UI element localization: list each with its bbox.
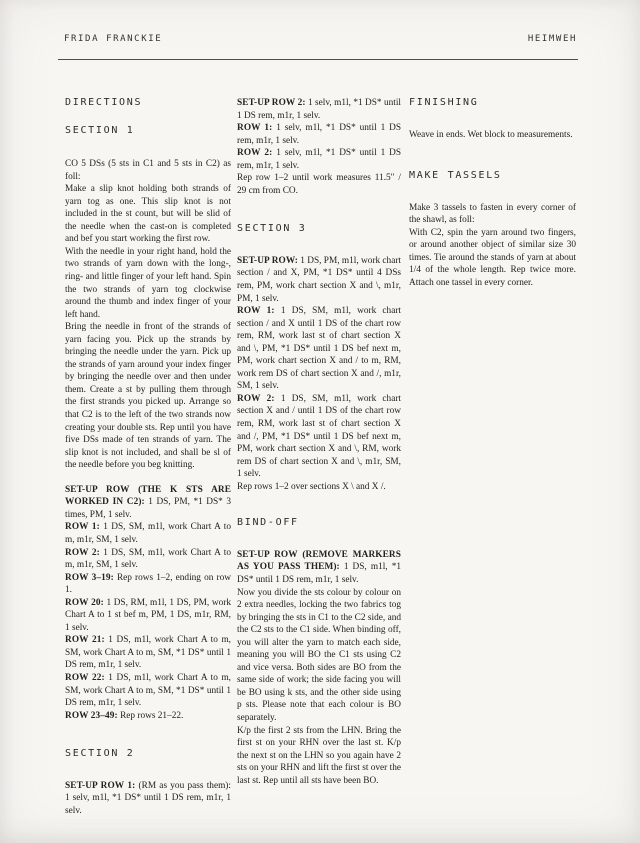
row-label: SET-UP ROW (REMOVE MARKERS AS YOU PASS THEM): [237, 549, 401, 573]
row-text: 1 DS, SM, m1l, work Chart A to m, m1r, SM, 1 selv. [65, 547, 231, 571]
section-2-rows [237, 97, 401, 197]
row-label: ROW 1: [65, 522, 100, 533]
row-instruction [65, 710, 231, 723]
heading-section-1: SECTION 1 [65, 124, 135, 136]
heading-finishing: FINISHING [409, 97, 479, 108]
row-text: 1 DS, RM, m1l, 1 DS, PM, work Chart A to 1 st bef m, PM, 1 DS, m1r, RM, 1 selv. [65, 597, 231, 633]
para-section-3-repeat: Rep rows 1–2 over sections X \ and X /. [237, 481, 386, 492]
row-label: SET-UP ROW: [237, 255, 298, 266]
row-text: Rep rows 21–22. [120, 710, 184, 721]
row-text: 1 selv, m1l, *1 DS* until 1 DS rem, m1r, 1 selv. [237, 123, 402, 146]
row-text: 1 DS, PM, *1 DS* 3 times, PM, 1 selv. [65, 497, 231, 520]
row-instruction [237, 393, 401, 481]
row-instruction [65, 521, 231, 546]
row-label: ROW 22: [65, 672, 105, 683]
row-instruction [65, 780, 231, 818]
row-text: 1 DS, SM, m1l, work chart section X and / until 1 DS of the chart row rem, RM, work last st of chart section X and /, PM, *1 DS* until 1 DS bef next m, PM, work chart section X and \, RM, work rem DS of chart section X and \, m1r, SM, 1 selv. [237, 393, 402, 480]
heading-section-2: SECTION 2 [65, 748, 135, 760]
pattern-title: HEIMWEH [527, 34, 577, 44]
row-label: ROW 2: [237, 393, 275, 404]
para-tassels-howto: With C2, spin the yarn around two fingers, or around another object of similar size 30 times. Tie around the stands of yarn at about 1/4 of the whole length. Rep twice more. Attach one tassel in every corner. [409, 227, 576, 288]
para-hold-needle: With the needle in your right hand, hold the two strands of yarn down with the long-, ring- and little finger of your left hand. Spin the two strands of yarn tog clockwise around the thumb and index finger of your left hand. [65, 246, 231, 320]
row-instruction [237, 122, 401, 147]
row-instruction [237, 549, 401, 587]
row-instruction [237, 147, 401, 172]
para-bind-off-kp: K/p the first 2 sts from the LHN. Bring the first st on your RHN over the last st. K/p the next st on the LHN so you again have 2 sts on your RHN and lift the first st over the last st. Rep until all sts have been BO. [237, 725, 401, 786]
column-sections [237, 97, 401, 787]
row-label: ROW 23–49: [65, 710, 118, 721]
row-instruction [65, 572, 231, 597]
row-label: ROW 20: [65, 597, 104, 608]
row-label: ROW 1: [237, 123, 273, 134]
para-bind-off-divide: Now you divide the sts colour by colour on 2 extra needles, locking the two fabrics tog by bringing the sts in C1 to the C2 side, and the C2 sts to the C1 side. When binding off, you will alter the yarn to match each side, meaning you will BO the C1 sts using C2 and vice versa. Both sides are BO from the same side of work; the side facing you will be BO using k sts, and the other side using p sts. Please note that each colour is BO separately. [237, 587, 401, 723]
row-label: ROW 2: [237, 148, 273, 159]
heading-bind-off: BIND-OFF [237, 517, 299, 529]
column-directions [65, 97, 231, 817]
para-tassels-intro: Make 3 tassels to fasten in every corner of the shawl, as foll: [409, 202, 576, 226]
row-label: ROW 1: [237, 306, 275, 317]
row-text: 1 DS, m1l, *1 DS* until 1 DS rem, m1r, 1 selv. [237, 562, 401, 585]
row-text: (RM as you pass them): 1 selv, m1l, *1 DS* until 1 DS rem, m1r, 1 selv. [65, 780, 231, 816]
row-instruction [65, 484, 231, 522]
heading-section-3: SECTION 3 [237, 223, 307, 235]
para-cast-on: CO 5 DSs (5 sts in C1 and 5 sts in C2) as foll: [65, 159, 231, 182]
column-finishing [409, 97, 576, 289]
row-label: SET-UP ROW 1: [65, 780, 136, 791]
row-label: ROW 2: [65, 547, 100, 558]
row-text: 1 DS, SM, m1l, work Chart A to m, m1r, SM, 1 selv. [65, 522, 231, 545]
para-slip-knot: Make a slip knot holding both strands of yarn tog as one. This slip knot is not included in the st count, but will be slid of the needle when the cast-on is completed and bef you start working the first row. [65, 184, 231, 245]
row-label: SET-UP ROW (THE K STS ARE WORKED IN C2): [65, 484, 231, 508]
row-text: 1 DS, m1l, work Chart A to m, SM, work Chart A to m, SM, *1 DS* until 1 DS rem, m1r, 1 selv. [65, 672, 231, 709]
row-text: 1 DS, SM, m1l, work chart section / and X until 1 DS of the chart row rem, RM, work last st of chart section X and \, PM, *1 DS* until 1 DS bef next m, PM, work chart section X and / to m, RM, work rem DS of chart section X and /, m1r, SM, 1 selv. [237, 306, 402, 392]
row-instruction [237, 305, 401, 393]
row-text: 1 selv, m1l, *1 DS* until 1 DS rem, m1r, 1 selv. [237, 148, 402, 171]
row-text: 1 DS, PM, m1l, work chart section / and X, PM, *1 DS* until 4 DSs rem, PM, work chart section X and \, m1r, PM, 1 selv. [237, 255, 401, 304]
row-instruction [237, 255, 401, 305]
row-label: ROW 21: [65, 635, 105, 646]
row-instruction [65, 634, 231, 672]
row-instruction [65, 672, 231, 710]
section-1-rows [65, 484, 231, 722]
header-divider [58, 59, 578, 60]
row-label: SET-UP ROW 2: [237, 98, 306, 108]
section-3-rows [237, 255, 401, 493]
row-instruction [237, 97, 401, 122]
row-text: 1 selv, m1l, *1 DS* until 1 DS rem, m1r, 1 selv. [237, 98, 401, 121]
row-instruction [65, 597, 231, 635]
heading-make-tassels: MAKE TASSELS [409, 170, 502, 182]
para-finishing: Weave in ends. Wet block to measurements. [409, 129, 573, 140]
row-text: Rep rows 1–2, ending on row 1. [65, 572, 231, 596]
para-section-2-repeat: Rep row 1–2 until work measures 11.5" / 29 cm from CO. [237, 173, 401, 196]
heading-directions: DIRECTIONS [65, 97, 143, 108]
row-text: 1 DS, m1l, work Chart A to m, SM, work Chart A to m, SM, *1 DS* until 1 DS rem, m1r, 1 selv. [65, 635, 231, 671]
row-instruction [65, 547, 231, 572]
designer-name: FRIDA FRANCKIE [64, 34, 163, 44]
para-bring-needle: Bring the needle in front of the strands of yarn facing you. Pick up the strands by bringing the needle under the yarn. Pick up the strands of yarn around your index finger by bringing the needle over and then under them. Create a st by pulling them through the first strands you picked up. Arrange so that C2 is to the left of the two strands now creating your double sts. Rep until you have five DSs made of ten strands of yarn. The slip knot is not included, and shall be sl of the needle before you beg knitting. [65, 322, 231, 471]
row-label: ROW 3–19: [65, 572, 114, 583]
